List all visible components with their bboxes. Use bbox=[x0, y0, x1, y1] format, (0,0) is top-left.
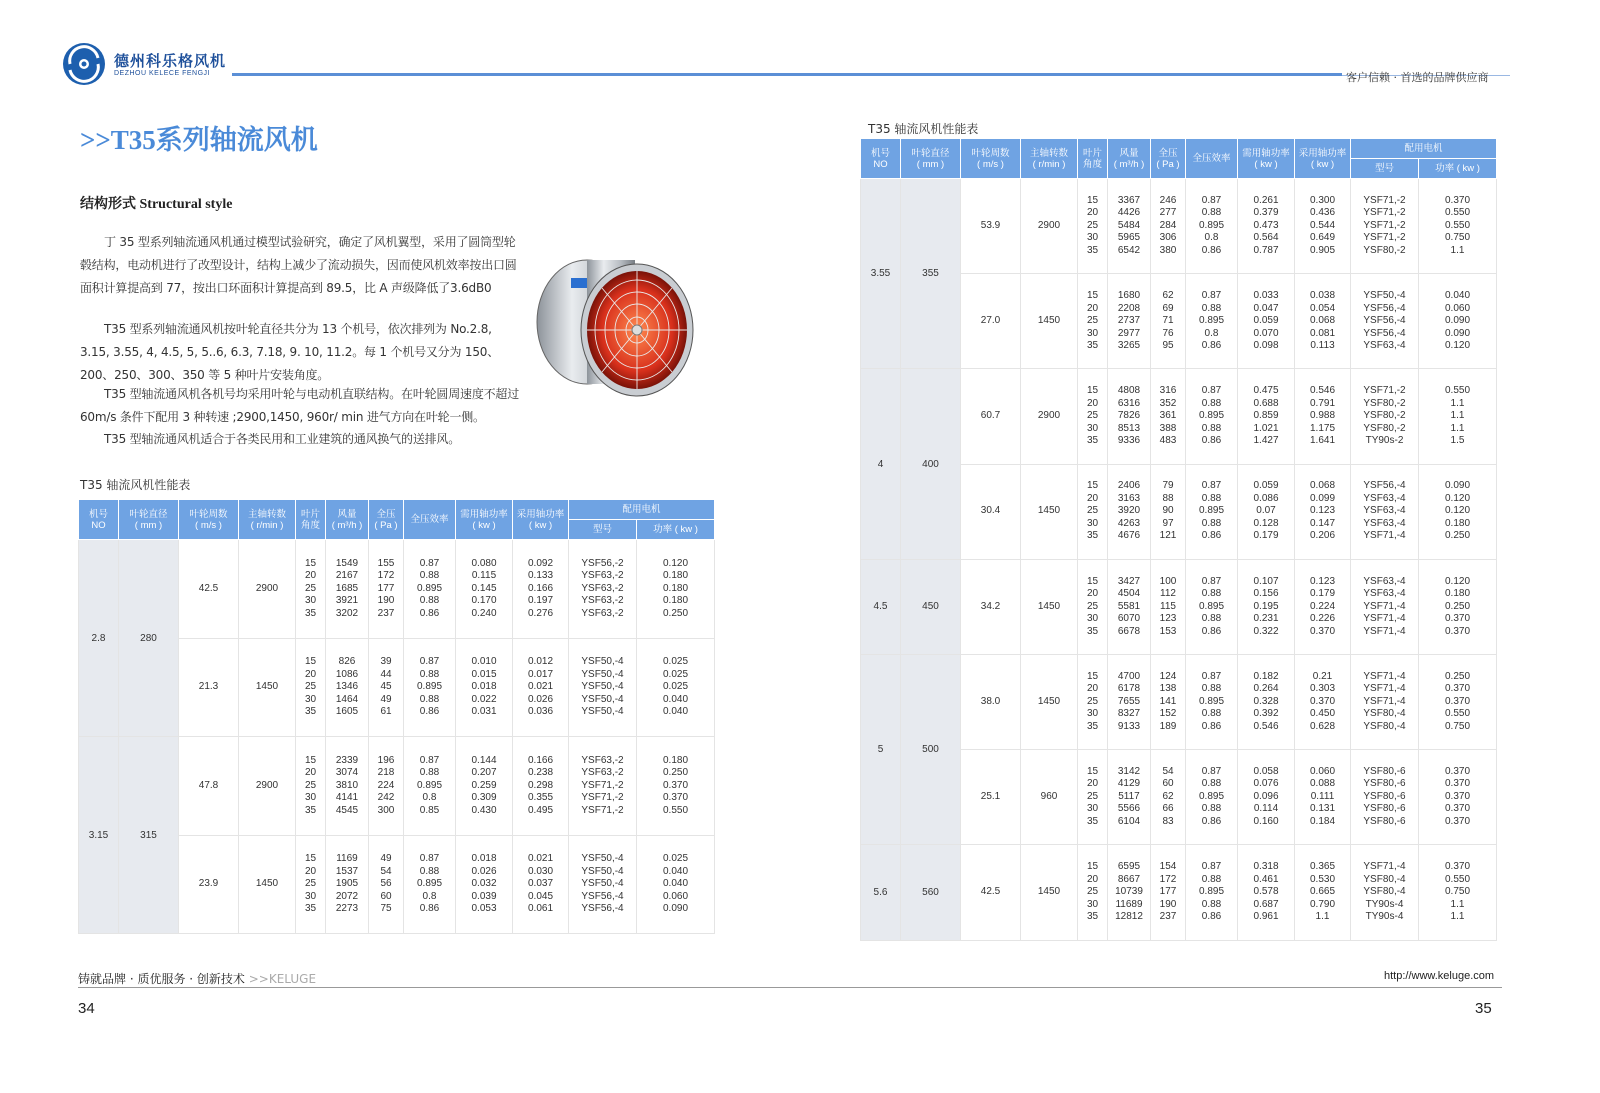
cell-press: 316 352 361 388 483 bbox=[1151, 369, 1186, 464]
cell-used: 0.21 0.303 0.370 0.450 0.628 bbox=[1295, 654, 1351, 749]
cell-rpm: 2900 bbox=[1021, 179, 1078, 274]
cell-eff: 0.87 0.88 0.895 0.88 0.86 bbox=[1186, 464, 1238, 559]
cell-flow: 1680 2208 2737 2977 3265 bbox=[1108, 274, 1151, 369]
cell-eff: 0.87 0.88 0.895 0.8 0.86 bbox=[404, 835, 456, 934]
cell-angle: 15 20 25 30 35 bbox=[1078, 654, 1108, 749]
cell-model: YSF71,-2 YSF71,-2 YSF71,-2 YSF71,-2 YSF80,-2 bbox=[1351, 179, 1419, 274]
cell-rpm: 1450 bbox=[1021, 845, 1078, 940]
cell-angle: 15 20 25 30 35 bbox=[1078, 274, 1108, 369]
brand-name-en: DEZHOU KELECE FENGJI bbox=[114, 70, 210, 77]
header-angle: 叶片 角度 bbox=[1078, 139, 1108, 179]
cell-power: 0.025 0.040 0.040 0.060 0.090 bbox=[637, 835, 715, 934]
brand-name-cn: 德州科乐格风机 bbox=[114, 52, 227, 70]
cell-model: YSF80,-6 YSF80,-6 YSF80,-6 YSF80,-6 YSF80,-6 bbox=[1351, 750, 1419, 845]
section-title: 结构形式 Structural style bbox=[80, 197, 233, 212]
header-press: 全压 ( Pa ) bbox=[1151, 139, 1186, 179]
intro-paragraph-4: T35 型轴流通风机适合于各类民用和工业建筑的通风换气的送排风。 bbox=[104, 432, 461, 446]
cell-angle: 15 20 25 30 35 bbox=[1078, 559, 1108, 654]
cell-dia: 400 bbox=[901, 369, 961, 559]
cell-press: 39 44 45 49 61 bbox=[369, 638, 404, 737]
cell-rpm: 1450 bbox=[1021, 274, 1078, 369]
cell-flow: 6595 8667 10739 11689 12812 bbox=[1108, 845, 1151, 940]
cell-shaft: 0.080 0.115 0.145 0.170 0.240 bbox=[456, 540, 513, 639]
cell-angle: 15 20 25 30 35 bbox=[1078, 179, 1108, 274]
cell-flow: 4808 6316 7826 8513 9336 bbox=[1108, 369, 1151, 464]
cell-eff: 0.87 0.88 0.895 0.88 0.86 bbox=[404, 540, 456, 639]
table-row bbox=[861, 654, 1497, 749]
cell-no: 5 bbox=[861, 654, 901, 844]
cell-eff: 0.87 0.88 0.895 0.8 0.85 bbox=[404, 737, 456, 836]
cell-speed: 21.3 bbox=[179, 638, 239, 737]
cell-power: 0.025 0.025 0.025 0.040 0.040 bbox=[637, 638, 715, 737]
footer-divider bbox=[78, 987, 1502, 988]
header-shaft: 需用轴功率 ( kw ) bbox=[456, 500, 513, 540]
cell-rpm: 1450 bbox=[1021, 654, 1078, 749]
cell-angle: 15 20 25 30 35 bbox=[1078, 845, 1108, 940]
cell-speed: 23.9 bbox=[179, 835, 239, 934]
cell-model: YSF56,-2 YSF63,-2 YSF63,-2 YSF63,-2 YSF63,-2 bbox=[569, 540, 637, 639]
header-used: 采用轴功率 ( kw ) bbox=[1295, 139, 1351, 179]
left-performance-table bbox=[78, 499, 715, 934]
cell-no: 5.6 bbox=[861, 845, 901, 940]
header-press: 全压 ( Pa ) bbox=[369, 500, 404, 540]
cell-flow: 1169 1537 1905 2072 2273 bbox=[326, 835, 369, 934]
page-number-left: 34 bbox=[78, 1000, 95, 1017]
header-eff: 全压效率 bbox=[1186, 139, 1238, 179]
cell-flow: 4700 6178 7655 8327 9133 bbox=[1108, 654, 1151, 749]
footer-url-link[interactable]: http://www.keluge.com bbox=[1384, 970, 1495, 982]
header-speed: 叶轮周数 ( m/s ) bbox=[961, 139, 1021, 179]
cell-rpm: 1450 bbox=[239, 835, 296, 934]
page-title: >>T35系列轴流风机 bbox=[80, 125, 318, 155]
cell-used: 0.365 0.530 0.665 0.790 1.1 bbox=[1295, 845, 1351, 940]
cell-shaft: 0.033 0.047 0.059 0.070 0.098 bbox=[1238, 274, 1295, 369]
cell-no: 3.55 bbox=[861, 179, 901, 369]
header-dia: 叶轮直径 ( mm ) bbox=[901, 139, 961, 179]
footer-tagline bbox=[78, 970, 316, 987]
cell-dia: 560 bbox=[901, 845, 961, 940]
header-flow: 风量 ( m³/h ) bbox=[1108, 139, 1151, 179]
cell-angle: 15 20 25 30 35 bbox=[296, 638, 326, 737]
cell-press: 62 69 71 76 95 bbox=[1151, 274, 1186, 369]
cell-speed: 53.9 bbox=[961, 179, 1021, 274]
cell-model: YSF71,-2 YSF80,-2 YSF80,-2 YSF80,-2 TY90s-2 bbox=[1351, 369, 1419, 464]
cell-angle: 15 20 25 30 35 bbox=[296, 737, 326, 836]
table-row bbox=[861, 559, 1497, 654]
header-no: 机号 NO bbox=[79, 500, 119, 540]
cell-dia: 355 bbox=[901, 179, 961, 369]
cell-model: YSF71,-4 YSF71,-4 YSF71,-4 YSF80,-4 YSF80,-4 bbox=[1351, 654, 1419, 749]
footer-keluge: >>KELUGE bbox=[248, 972, 317, 986]
cell-used: 0.012 0.017 0.021 0.026 0.036 bbox=[513, 638, 569, 737]
header-divider bbox=[232, 73, 1342, 76]
cell-used: 0.092 0.133 0.166 0.197 0.276 bbox=[513, 540, 569, 639]
cell-rpm: 2900 bbox=[1021, 369, 1078, 464]
cell-shaft: 0.144 0.207 0.259 0.309 0.430 bbox=[456, 737, 513, 836]
cell-eff: 0.87 0.88 0.895 0.88 0.86 bbox=[1186, 559, 1238, 654]
cell-eff: 0.87 0.88 0.895 0.88 0.86 bbox=[1186, 845, 1238, 940]
table-row bbox=[79, 737, 715, 836]
cell-used: 0.060 0.088 0.111 0.131 0.184 bbox=[1295, 750, 1351, 845]
header-flow: 风量 ( m³/h ) bbox=[326, 500, 369, 540]
cell-used: 0.123 0.179 0.224 0.226 0.370 bbox=[1295, 559, 1351, 654]
cell-power: 0.120 0.180 0.180 0.180 0.250 bbox=[637, 540, 715, 639]
cell-rpm: 960 bbox=[1021, 750, 1078, 845]
cell-eff: 0.87 0.88 0.895 0.88 0.86 bbox=[1186, 750, 1238, 845]
footer-tagline-text: 铸就品牌 · 质优服务 · 创新技术 bbox=[78, 972, 245, 986]
brand-logo-icon bbox=[62, 42, 106, 86]
cell-shaft: 0.010 0.015 0.018 0.022 0.031 bbox=[456, 638, 513, 737]
intro-paragraph-2: T35 型系列轴流通风机按叶轮直径共分为 13 个机号，依次排列为 No.2.8, 3.15, 3.55, 4, 4.5, 5, 5..6, 6.3, 7.18, 9. 10, 11.2。每 1 个机号又分为 150、200、250、300、350 等 5 种叶片安装角度。 bbox=[80, 322, 499, 382]
cell-shaft: 0.018 0.026 0.032 0.039 0.053 bbox=[456, 835, 513, 934]
cell-dia: 500 bbox=[901, 654, 961, 844]
cell-rpm: 1450 bbox=[239, 638, 296, 737]
cell-speed: 38.0 bbox=[961, 654, 1021, 749]
cell-flow: 826 1086 1346 1464 1605 bbox=[326, 638, 369, 737]
cell-flow: 1549 2167 1685 3921 3202 bbox=[326, 540, 369, 639]
cell-power: 0.370 0.550 0.550 0.750 1.1 bbox=[1419, 179, 1497, 274]
cell-no: 4.5 bbox=[861, 559, 901, 654]
header-model: 型号 bbox=[1351, 159, 1419, 179]
cell-flow: 3142 4129 5117 5566 6104 bbox=[1108, 750, 1151, 845]
cell-speed: 42.5 bbox=[179, 540, 239, 639]
cell-speed: 30.4 bbox=[961, 464, 1021, 559]
cell-rpm: 1450 bbox=[1021, 559, 1078, 654]
cell-power: 0.090 0.120 0.120 0.180 0.250 bbox=[1419, 464, 1497, 559]
cell-angle: 15 20 25 30 35 bbox=[296, 835, 326, 934]
header-rpm: 主轴转数 ( r/min ) bbox=[1021, 139, 1078, 179]
cell-angle: 15 20 25 30 35 bbox=[1078, 750, 1108, 845]
cell-dia: 450 bbox=[901, 559, 961, 654]
cell-angle: 15 20 25 30 35 bbox=[1078, 369, 1108, 464]
table-row bbox=[861, 845, 1497, 940]
header-dia: 叶轮直径 ( mm ) bbox=[119, 500, 179, 540]
cell-model: YSF50,-4 YSF50,-4 YSF50,-4 YSF50,-4 YSF50,-4 bbox=[569, 638, 637, 737]
cell-no: 3.15 bbox=[79, 737, 119, 934]
cell-power: 0.550 1.1 1.1 1.1 1.5 bbox=[1419, 369, 1497, 464]
header-motor: 配用电机 bbox=[1351, 139, 1497, 159]
cell-speed: 27.0 bbox=[961, 274, 1021, 369]
cell-used: 0.038 0.054 0.068 0.081 0.113 bbox=[1295, 274, 1351, 369]
header-slogan: 客户信赖 · 首选的品牌供应商 bbox=[1346, 71, 1489, 84]
cell-flow: 3367 4426 5484 5965 6542 bbox=[1108, 179, 1151, 274]
table-row bbox=[861, 369, 1497, 464]
cell-shaft: 0.475 0.688 0.859 1.021 1.427 bbox=[1238, 369, 1295, 464]
cell-rpm: 2900 bbox=[239, 540, 296, 639]
cell-model: YSF50,-4 YSF50,-4 YSF50,-4 YSF56,-4 YSF56,-4 bbox=[569, 835, 637, 934]
cell-power: 0.120 0.180 0.250 0.370 0.370 bbox=[1419, 559, 1497, 654]
cell-no: 4 bbox=[861, 369, 901, 559]
cell-shaft: 0.058 0.076 0.096 0.114 0.160 bbox=[1238, 750, 1295, 845]
cell-model: YSF63,-4 YSF63,-4 YSF71,-4 YSF71,-4 YSF71,-4 bbox=[1351, 559, 1419, 654]
cell-press: 246 277 284 306 380 bbox=[1151, 179, 1186, 274]
cell-model: YSF71,-4 YSF80,-4 YSF80,-4 TY90s-4 TY90s-4 bbox=[1351, 845, 1419, 940]
header-eff: 全压效率 bbox=[404, 500, 456, 540]
cell-eff: 0.87 0.88 0.895 0.8 0.86 bbox=[1186, 274, 1238, 369]
cell-speed: 47.8 bbox=[179, 737, 239, 836]
cell-power: 0.040 0.060 0.090 0.090 0.120 bbox=[1419, 274, 1497, 369]
cell-used: 0.546 0.791 0.988 1.175 1.641 bbox=[1295, 369, 1351, 464]
cell-press: 100 112 115 123 153 bbox=[1151, 559, 1186, 654]
header-power: 功率 ( kw ) bbox=[1419, 159, 1497, 179]
cell-speed: 60.7 bbox=[961, 369, 1021, 464]
cell-dia: 315 bbox=[119, 737, 179, 934]
table-row bbox=[79, 540, 715, 639]
cell-used: 0.068 0.099 0.123 0.147 0.206 bbox=[1295, 464, 1351, 559]
cell-shaft: 0.261 0.379 0.473 0.564 0.787 bbox=[1238, 179, 1295, 274]
cell-used: 0.021 0.030 0.037 0.045 0.061 bbox=[513, 835, 569, 934]
header-angle: 叶片 角度 bbox=[296, 500, 326, 540]
cell-eff: 0.87 0.88 0.895 0.8 0.86 bbox=[1186, 179, 1238, 274]
cell-model: YSF50,-4 YSF56,-4 YSF56,-4 YSF56,-4 YSF63,-4 bbox=[1351, 274, 1419, 369]
cell-press: 54 60 62 66 83 bbox=[1151, 750, 1186, 845]
cell-no: 2.8 bbox=[79, 540, 119, 737]
right-table-caption: T35 轴流风机性能表 bbox=[868, 122, 979, 136]
header-model: 型号 bbox=[569, 520, 637, 540]
cell-power: 0.370 0.370 0.370 0.370 0.370 bbox=[1419, 750, 1497, 845]
cell-model: YSF63,-2 YSF63,-2 YSF71,-2 YSF71,-2 YSF71,-2 bbox=[569, 737, 637, 836]
cell-flow: 2339 3074 3810 4141 4545 bbox=[326, 737, 369, 836]
cell-press: 49 54 56 60 75 bbox=[369, 835, 404, 934]
intro-paragraph-3: T35 型轴流通风机各机号均采用叶轮与电动机直联结构。在叶轮圆周速度不超过 60m/s 条件下配用 3 种转速 ;2900,1450, 960r/ min 进气方向在叶轮一侧。 bbox=[80, 387, 520, 424]
cell-rpm: 1450 bbox=[1021, 464, 1078, 559]
cell-flow: 3427 4504 5581 6070 6678 bbox=[1108, 559, 1151, 654]
cell-shaft: 0.107 0.156 0.195 0.231 0.322 bbox=[1238, 559, 1295, 654]
axial-fan-image bbox=[525, 252, 705, 402]
cell-press: 154 172 177 190 237 bbox=[1151, 845, 1186, 940]
cell-power: 0.250 0.370 0.370 0.550 0.750 bbox=[1419, 654, 1497, 749]
cell-eff: 0.87 0.88 0.895 0.88 0.86 bbox=[1186, 654, 1238, 749]
cell-used: 0.166 0.238 0.298 0.355 0.495 bbox=[513, 737, 569, 836]
cell-used: 0.300 0.436 0.544 0.649 0.905 bbox=[1295, 179, 1351, 274]
header-speed: 叶轮周数 ( m/s ) bbox=[179, 500, 239, 540]
cell-dia: 280 bbox=[119, 540, 179, 737]
cell-shaft: 0.059 0.086 0.07 0.128 0.179 bbox=[1238, 464, 1295, 559]
header-rpm: 主轴转数 ( r/min ) bbox=[239, 500, 296, 540]
intro-paragraph-1: 丁 35 型系列轴流通风机通过模型试验研究，确定了风机翼型，采用了圆筒型轮毂结构，电动机进行了改型设计，结构上减少了流动损失，因而使风机效率按出口圆面积计算提高到 77，按出口环面积计算提高到 89.5，比 A 声级降低了3.6dB0 bbox=[80, 235, 517, 295]
header-shaft: 需用轴功率 ( kw ) bbox=[1238, 139, 1295, 179]
cell-speed: 42.5 bbox=[961, 845, 1021, 940]
cell-press: 79 88 90 97 121 bbox=[1151, 464, 1186, 559]
cell-eff: 0.87 0.88 0.895 0.88 0.86 bbox=[404, 638, 456, 737]
header-power: 功率 ( kw ) bbox=[637, 520, 715, 540]
header-used: 采用轴功率 ( kw ) bbox=[513, 500, 569, 540]
cell-angle: 15 20 25 30 35 bbox=[296, 540, 326, 639]
cell-press: 196 218 224 242 300 bbox=[369, 737, 404, 836]
cell-power: 0.180 0.250 0.370 0.370 0.550 bbox=[637, 737, 715, 836]
cell-press: 124 138 141 152 189 bbox=[1151, 654, 1186, 749]
header-no: 机号 NO bbox=[861, 139, 901, 179]
cell-speed: 34.2 bbox=[961, 559, 1021, 654]
header-motor: 配用电机 bbox=[569, 500, 715, 520]
page-number-right: 35 bbox=[1475, 1000, 1492, 1017]
cell-rpm: 2900 bbox=[239, 737, 296, 836]
left-table-caption: T35 轴流风机性能表 bbox=[80, 478, 191, 492]
cell-power: 0.370 0.550 0.750 1.1 1.1 bbox=[1419, 845, 1497, 940]
cell-flow: 2406 3163 3920 4263 4676 bbox=[1108, 464, 1151, 559]
cell-shaft: 0.318 0.461 0.578 0.687 0.961 bbox=[1238, 845, 1295, 940]
cell-press: 155 172 177 190 237 bbox=[369, 540, 404, 639]
right-performance-table bbox=[860, 138, 1497, 941]
cell-eff: 0.87 0.88 0.895 0.88 0.86 bbox=[1186, 369, 1238, 464]
cell-angle: 15 20 25 30 35 bbox=[1078, 464, 1108, 559]
cell-speed: 25.1 bbox=[961, 750, 1021, 845]
table-row bbox=[861, 179, 1497, 274]
cell-shaft: 0.182 0.264 0.328 0.392 0.546 bbox=[1238, 654, 1295, 749]
cell-model: YSF56,-4 YSF63,-4 YSF63,-4 YSF63,-4 YSF71,-4 bbox=[1351, 464, 1419, 559]
